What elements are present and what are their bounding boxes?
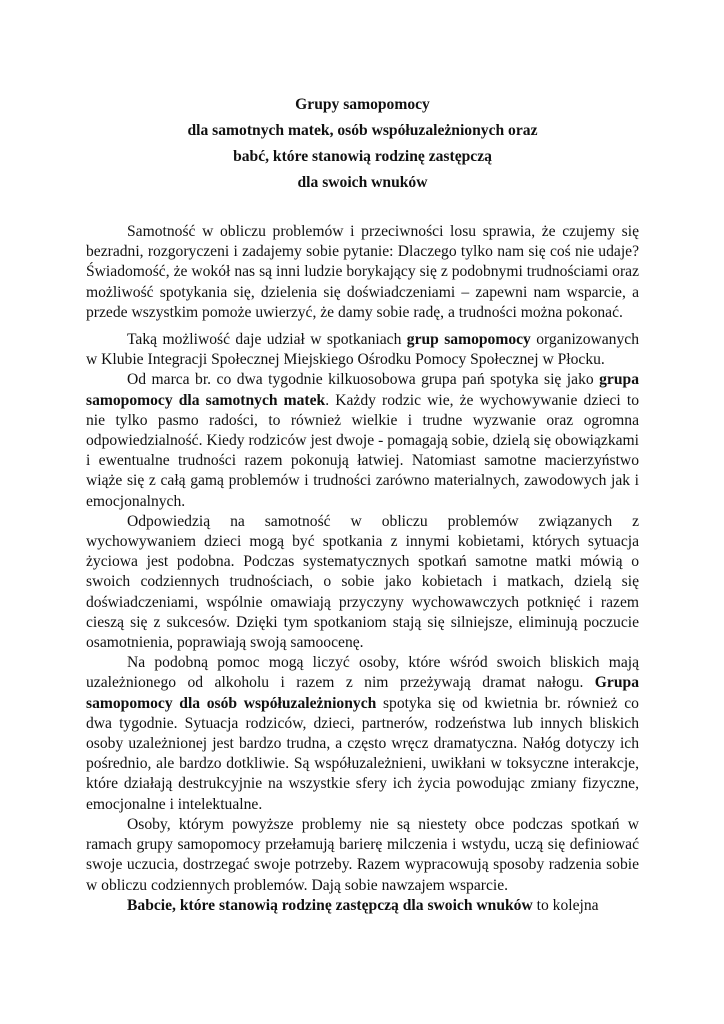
document-body — [86, 222, 639, 916]
title-line-4: dla swoich wnuków — [297, 174, 428, 191]
paragraph-2-text-a: Taką możliwość daje udział w spotkaniach — [127, 331, 407, 349]
paragraph-1: Samotność w obliczu problemów i przeciwności losu sprawia, że czujemy się bezradni, rozgoryczeni i zadajemy sobie pytanie: Dlaczego tylko nam się coś nie udaje? Świadomość, że wokół nas są inni ludzie borykający się z podobnymi trudnościami oraz możliwość spotykania się, dzielenia się doświadczeniami – zapewni nam wsparcie, a przede wszystkim pomoże uwierzyć, że damy sobie radę, a trudności można pokonać. — [86, 223, 639, 321]
paragraph-3-text-c: . Każdy rodzic wie, że wychowywanie dzieci to nie tylko pasmo radości, to również wielkie i trudne wyzwanie oraz ogromna odpowiedzialność. Kiedy rodziców jest dwoje - pomagają sobie, dzielą się obowiązkami i ewentualne trudności razem pokonują łatwiej. Natomiast samotne macierzyństwo wiąże się z całą gamą problemów i trudności zarówno materialnych, zawodowych jak i emocjonalnych. — [86, 391, 639, 510]
document-page — [86, 92, 639, 916]
paragraph-7-bold: Babcie, które stanowią rodzinę zastępczą dla swoich wnuków — [127, 896, 533, 914]
paragraph-3 — [86, 370, 639, 511]
paragraph-7-text-b: to kolejna — [532, 896, 599, 914]
paragraph-5-text-c: spotyka się od kwietnia br. również co dwa tygodnie. Sytuacja rodziców, dzieci, partnerów, rodzeństwa lub innych bliskich osoby uzależnionej jest bardzo trudna, a często wręcz dramatyczna. Nałóg dotyczy ich pośrednio, ale bardzo dotkliwie. Są współuzależnieni, uwikłani w toksyczne interakcje, które działają destrukcyjnie na wszystkie sfery ich życia powodując zmiany fizyczne, emocjonalne i intelektualne. — [86, 694, 639, 813]
paragraph-2 — [86, 330, 639, 370]
title-line-3: babć, które stanowią rodzinę zastępczą — [233, 148, 492, 165]
paragraph-2-text-c: organizowanych w Klubie Integracji Społecznej Miejskiego Ośrodku Pomocy Społecznej w Płocku. — [86, 331, 639, 369]
title-line-2: dla samotnych matek, osób współuzależnionych oraz — [187, 122, 538, 139]
paragraph-2-bold: grup samopomocy — [406, 331, 531, 349]
document-title — [86, 92, 639, 196]
paragraph-6: Osoby, którym powyższe problemy nie są niestety obce podczas spotkań w ramach grupy samopomocy przełamują barierę milczenia i wstydu, uczą się definiować swoje uczucia, dostrzegać swoje potrzeby. Razem wypracowują sposoby radzenia sobie w obliczu codziennych problemów. Dają sobie nawzajem wsparcie. — [86, 815, 639, 894]
paragraph-4: Odpowiedzią na samotność w obliczu problemów związanych z wychowywaniem dzieci mogą być spotkania z innymi kobietami, których sytuacja życiowa jest podobna. Podczas systematycznych spotkań samotne matki mówią o swoich codziennych trudnościach, o sobie jako kobietach i matkach, dzielą się doświadczeniami, wspólnie omawiają przyczyny wychowawczych potknięć i razem cieszą się z sukcesów. Dzięki tym spotkaniom stają się silniejsze, eliminują poczucie osamotnienia, poprawiają swoją samoocenę. — [86, 512, 639, 652]
paragraph-5-bold: Grupa samopomocy dla osób współuzależnionych — [86, 674, 639, 712]
paragraph-3-text-a: Od marca br. co dwa tygodnie kilkuosobowa grupa pań spotyka się jako — [127, 371, 600, 389]
paragraph-5-text-a: Na podobną pomoc mogą liczyć osoby, które wśród swoich bliskich mają uzależnionego od alkoholu i razem z nim przeżywają dramat nałogu. — [86, 654, 639, 692]
paragraph-3-bold: grupa samopomocy dla samotnych matek — [86, 371, 639, 409]
paragraph-7 — [86, 896, 639, 916]
paragraph-5 — [86, 653, 639, 815]
title-line-1: Grupy samopomocy — [295, 96, 430, 113]
